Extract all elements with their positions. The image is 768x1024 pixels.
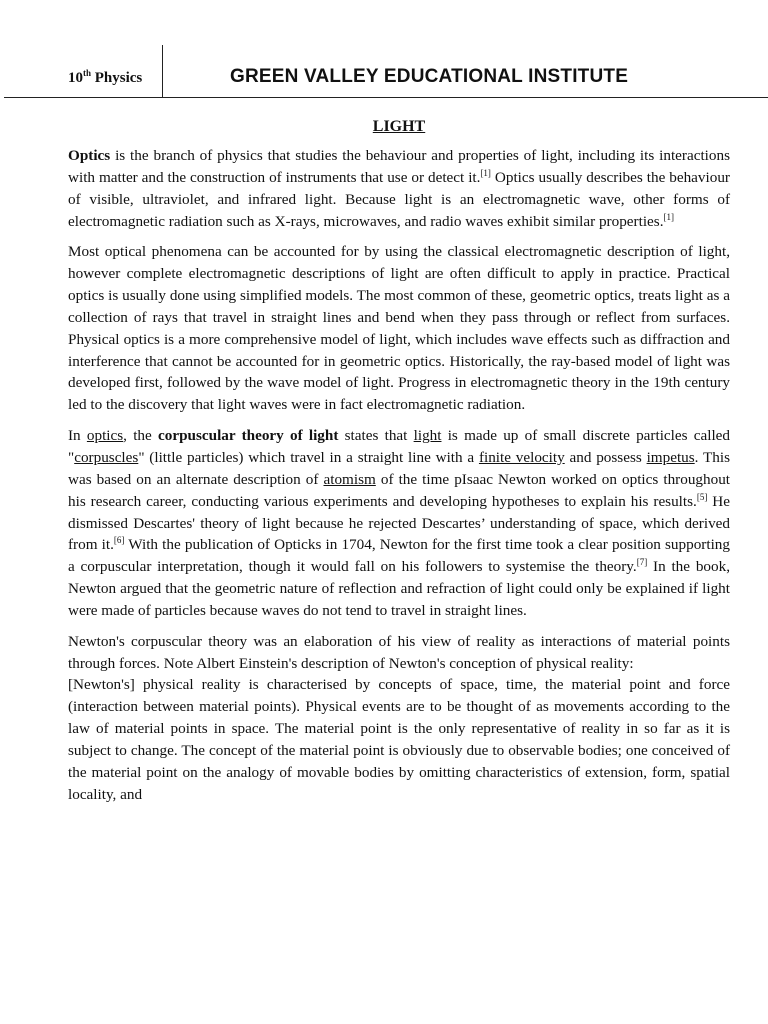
grade-number: 10 bbox=[68, 70, 83, 86]
paragraph-text: states that bbox=[338, 427, 414, 445]
link-impetus[interactable]: impetus bbox=[646, 448, 695, 466]
institute-name: GREEN VALLEY EDUCATIONAL INSTITUTE bbox=[230, 66, 629, 87]
link-light[interactable]: light bbox=[413, 427, 442, 445]
paragraph-text: Optics usually describes the behaviour of visible, ultraviolet, and infrared light. Because light is an electromagnetic wave, other forms of electromagnetic radiation such as X-rays, microwaves, and radio waves exhibit similar properties. bbox=[68, 168, 730, 230]
paragraph-text: With the publication of Opticks in 1704, Newton for the first time took a clear position supporting a corpuscular interpretation, though it would fall on his followers to systemise the theory. bbox=[68, 536, 730, 576]
paragraph-text: " (little particles) which travel in a straight line with a bbox=[138, 448, 479, 466]
citation-ref[interactable]: [6] bbox=[113, 535, 125, 546]
header-horizontal-divider bbox=[4, 97, 768, 98]
citation-ref[interactable]: [1] bbox=[480, 167, 491, 178]
citation-ref[interactable]: [5] bbox=[696, 491, 708, 502]
paragraph-text: is made up of small discrete particles called " bbox=[68, 427, 731, 466]
header-vertical-divider bbox=[162, 45, 163, 97]
paragraph-text: and possess bbox=[564, 448, 647, 466]
term-optics: Optics bbox=[68, 147, 111, 164]
paragraph-text: is the branch of physics that studies the behaviour and properties of light, including its interactions with matter and the construction of instruments that use or detect it. bbox=[68, 147, 730, 186]
grade-superscript: th bbox=[83, 68, 92, 78]
term-corpuscular-theory: corpuscular theory of light bbox=[158, 427, 339, 445]
paragraph-optics bbox=[68, 145, 730, 232]
paragraph-text: [Newton's] physical reality is characterised by concepts of space, time, the material point and force (interaction between material points). Physical events are to be thought of as movements according to the law of material points in space. The material point is the only representative of reality in so far as it is subject to change. The concept of the material point is obviously due to observable bodies; one conceived of the material point on the analogy of movable bodies by omitting characteristics of extension, form, spatial locality, and bbox=[68, 676, 730, 803]
page-title: LIGHT bbox=[372, 118, 426, 135]
paragraph-einstein-quote bbox=[68, 674, 730, 805]
paragraph-corpuscular-theory bbox=[68, 425, 730, 622]
citation-ref[interactable]: [7] bbox=[636, 557, 648, 568]
paragraph-text: Newton's corpuscular theory was an elaboration of his view of reality as interactions of material points through forces. Note Albert Einstein's description of Newton's conception of physical reality: bbox=[68, 632, 730, 672]
grade-label bbox=[68, 68, 142, 87]
page-header bbox=[0, 0, 768, 98]
grade-subject: Physics bbox=[94, 70, 143, 86]
document-body bbox=[68, 145, 730, 814]
paragraph-newton-reality bbox=[68, 631, 730, 675]
link-finite-velocity[interactable]: finite velocity bbox=[478, 448, 565, 466]
link-corpuscles[interactable]: corpuscles bbox=[74, 448, 139, 466]
link-atomism[interactable]: atomism bbox=[323, 470, 376, 488]
paragraph-text: Most optical phenomena can be accounted for by using the classical electromagnetic description of light, however complete electromagnetic descriptions of light are often difficult to apply in practice. Practical optics is usually done using simplified models. The most common of these, geometric optics, treats light as a collection of rays that travel in straight lines and bend when they pass through or reflect from surfaces. Physical optics is a more comprehensive model of light, which includes wave effects such as diffraction and interference that cannot be accounted for in geometric optics. Historically, the ray-based model of light was developed first, followed by the wave model of light. Progress in electromagnetic theory in the 19th century led to the discovery that light waves were in fact electromagnetic radiation. bbox=[68, 243, 730, 414]
link-optics[interactable]: optics bbox=[86, 427, 124, 445]
paragraph-text: He dismissed Descartes' theory of light because he rejected Descartes’ understanding of space, which derived from it. bbox=[68, 492, 730, 554]
paragraph-text: In the book, Newton argued that the geometric nature of reflection and refraction of light could only be explained if light were made of particles because waves do not tend to travel in straight lines. bbox=[68, 558, 730, 619]
paragraph-text: . This was based on an alternate description of bbox=[68, 448, 730, 488]
paragraph-optical-phenomena bbox=[68, 241, 730, 416]
paragraph-text: In bbox=[68, 427, 87, 445]
citation-ref[interactable]: [1] bbox=[663, 211, 674, 222]
paragraph-text: , the bbox=[123, 427, 158, 445]
paragraph-text: of the time pIsaac Newton worked on optics throughout his research career, conducting various experiments and developing hypotheses to explain his results. bbox=[68, 470, 731, 510]
